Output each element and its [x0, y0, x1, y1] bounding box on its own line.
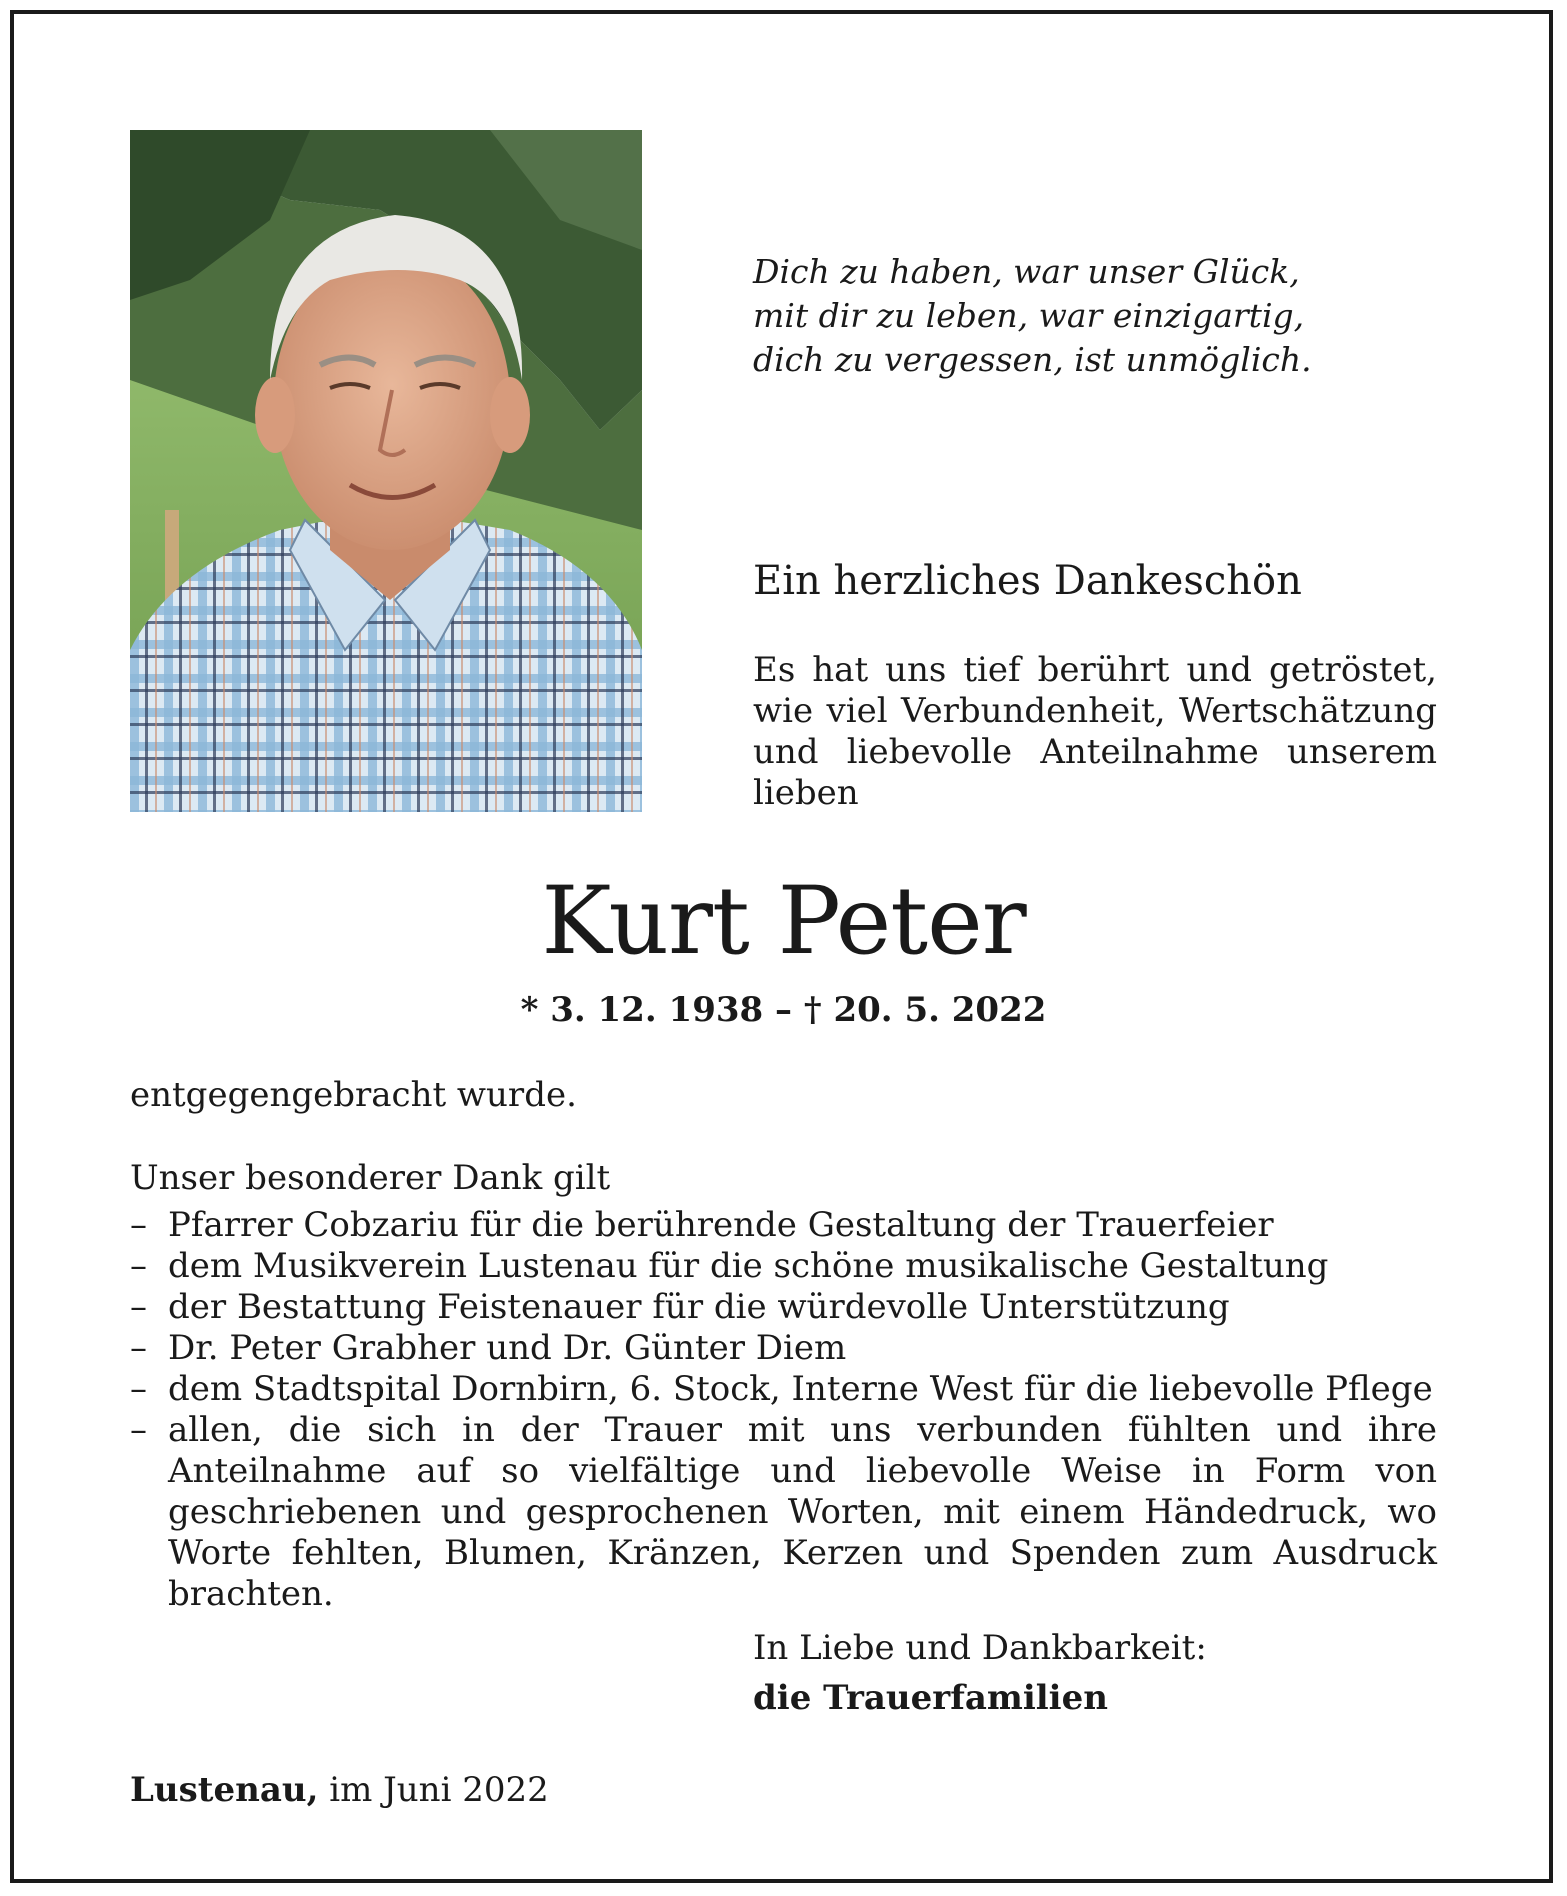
- list-item: [130, 1328, 1437, 1369]
- poem-line: dich zu vergessen, ist unmöglich.: [753, 340, 1312, 379]
- intro-text: Es hat uns tief berührt und getröstet, wie viel Verbundenheit, Wertschätzung und liebevolle Anteilnahme unserem lieben: [753, 650, 1437, 813]
- poem: [753, 250, 1453, 382]
- portrait-photo: [130, 130, 642, 812]
- list-item-text: Pfarrer Cobzariu für die berührende Gestaltung der Trauerfeier: [168, 1205, 1274, 1245]
- dash-marker: –: [130, 1410, 147, 1450]
- list-item: [130, 1246, 1437, 1287]
- list-item-text: allen, die sich in der Trauer mit uns verbunden fühlten und ihre Anteilnahme auf so vielfältige und liebevolle Weise in Form von geschriebenen und gesprochenen Worten, mit einem Händedruck, wo Worte fehlten, Blumen, Kränzen, Kerzen und Spenden zum Ausdruck brachten.: [168, 1410, 1437, 1614]
- poem-line: mit dir zu leben, war einzigartig,: [753, 296, 1305, 335]
- list-item: [130, 1410, 1437, 1615]
- dash-marker: –: [130, 1205, 147, 1245]
- list-item: [130, 1205, 1437, 1246]
- special-thanks-label: Unser besonderer Dank gilt: [130, 1158, 611, 1198]
- list-item-text: dem Musikverein Lustenau für die schöne musikalische Gestaltung: [168, 1246, 1329, 1286]
- place-date-text: im Juni 2022: [318, 1770, 549, 1810]
- closing-line: In Liebe und Dankbarkeit:: [753, 1628, 1207, 1668]
- list-item: [130, 1287, 1437, 1328]
- thanks-list: [130, 1205, 1437, 1615]
- list-item-text: Dr. Peter Grabher und Dr. Günter Diem: [168, 1328, 847, 1368]
- dash-marker: –: [130, 1287, 147, 1327]
- place-town: Lustenau,: [130, 1770, 319, 1810]
- continued-text: entgegengebracht wurde.: [130, 1075, 577, 1115]
- list-item-text: der Bestattung Feistenauer für die würdevolle Unterstützung: [168, 1287, 1230, 1327]
- dash-marker: –: [130, 1369, 147, 1409]
- thanks-heading: Ein herzliches Dankeschön: [753, 558, 1302, 604]
- dash-marker: –: [130, 1246, 147, 1286]
- dash-marker: –: [130, 1328, 147, 1368]
- signature-family: die Trauerfamilien: [753, 1678, 1108, 1718]
- poem-line: Dich zu haben, war unser Glück,: [753, 252, 1300, 291]
- list-item: [130, 1369, 1437, 1410]
- life-dates: * 3. 12. 1938 – † 20. 5. 2022: [520, 990, 1047, 1030]
- list-item-text: dem Stadtspital Dornbirn, 6. Stock, Interne West für die liebevolle Pflege: [168, 1369, 1433, 1409]
- place-date: [130, 1770, 549, 1810]
- deceased-name: Kurt Peter: [541, 867, 1026, 976]
